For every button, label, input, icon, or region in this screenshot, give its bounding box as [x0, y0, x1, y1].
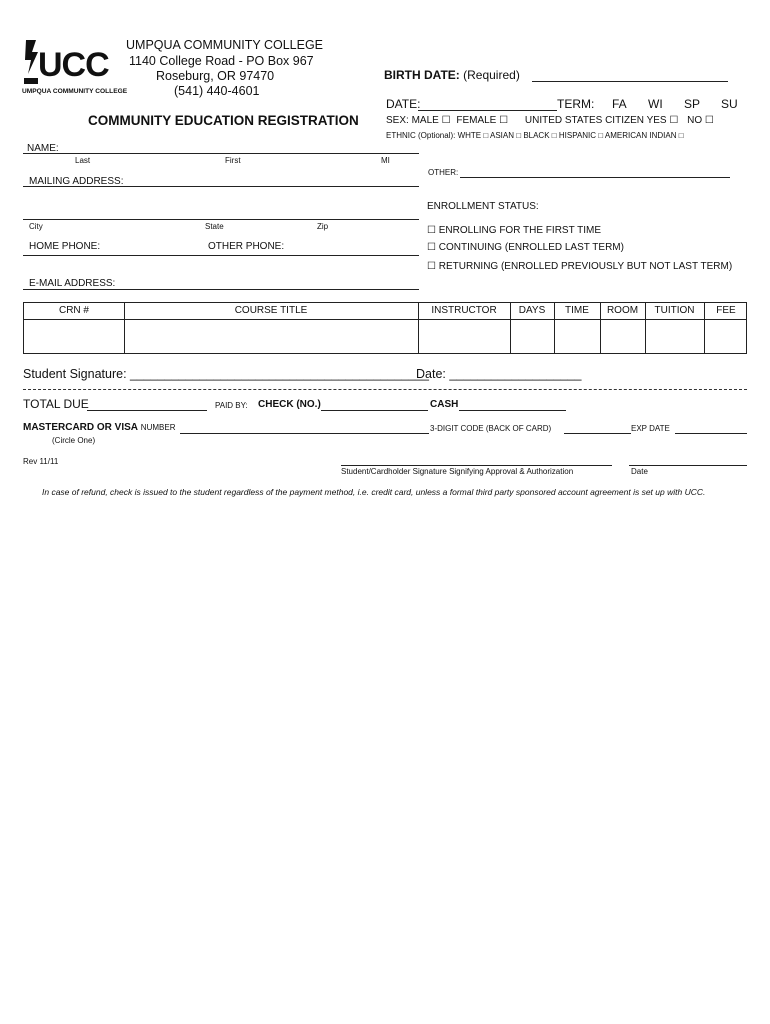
sex-female-checkbox[interactable]: ☐	[499, 115, 509, 126]
phone-field[interactable]	[23, 255, 419, 256]
enrollment-returning-label: RETURNING (ENROLLED PREVIOUSLY BUT NOT LAST TERM)	[438, 261, 733, 272]
college-name: UMPQUA COMMUNITY COLLEGE	[126, 38, 324, 52]
term-label: TERM:	[557, 97, 595, 111]
th-instructor: INSTRUCTOR	[431, 305, 497, 316]
ethnic-american-indian-label: AMERICAN INDIAN	[604, 131, 677, 140]
th-fee: FEE	[716, 305, 736, 316]
cash-field[interactable]	[459, 410, 566, 411]
mailing-address-field-2[interactable]	[23, 219, 419, 220]
signature-date-label[interactable]: Date: ___________________	[416, 367, 582, 381]
cardholder-date-field[interactable]	[629, 465, 747, 466]
name-label: NAME:	[27, 143, 59, 154]
enrollment-continuing-label: CONTINUING (ENROLLED LAST TERM)	[438, 242, 624, 253]
citizen-no-checkbox[interactable]: ☐	[704, 115, 714, 126]
enrollment-returning-checkbox[interactable]: ☐	[427, 261, 436, 272]
enrollment-status-label: ENROLLMENT STATUS:	[427, 201, 539, 212]
ethnic-hispanic-label: HISPANIC	[558, 131, 597, 140]
card-row	[23, 422, 175, 433]
birth-date-label: BIRTH DATE:	[384, 68, 460, 82]
college-address-line1: 1140 College Road - PO Box 967	[129, 54, 314, 68]
citizen-no-label: NO	[687, 115, 703, 126]
circle-one-note: (Circle One)	[52, 436, 96, 445]
card-code-field[interactable]	[564, 433, 631, 434]
revision-label: Rev 11/11	[23, 457, 59, 466]
enrollment-continuing-checkbox[interactable]: ☐	[427, 242, 436, 253]
term-wi[interactable]: WI	[648, 97, 663, 111]
refund-note: In case of refund, check is issued to the student regardless of the payment method, i.e. credit card, unless a formal third party sponsored account agreement is set up with UCC.	[42, 487, 706, 497]
form-title: COMMUNITY EDUCATION REGISTRATION	[88, 113, 359, 128]
cardholder-date-caption: Date	[631, 467, 648, 476]
zip-caption: Zip	[317, 222, 329, 231]
sex-male-label: SEX: MALE	[386, 115, 439, 126]
enrollment-first-label: ENROLLING FOR THE FIRST TIME	[438, 225, 601, 236]
ethnic-black-checkbox[interactable]: □	[551, 131, 557, 140]
cardholder-signature-caption: Student/Cardholder Signature Signifying Approval & Authorization	[341, 467, 574, 476]
birth-date-note: (Required)	[463, 68, 520, 82]
mailing-address-field[interactable]	[23, 186, 419, 187]
birth-date-field[interactable]	[532, 81, 728, 82]
state-caption: State	[205, 222, 224, 231]
exp-date-label: EXP DATE	[631, 424, 670, 433]
college-phone: (541) 440-4601	[174, 84, 260, 98]
enrollment-option-continuing[interactable]	[427, 242, 624, 253]
ethnic-asian-checkbox[interactable]: □	[516, 131, 522, 140]
svg-text:UMPQUA COMMUNITY COLLEGE: UMPQUA COMMUNITY COLLEGE	[22, 88, 128, 95]
ucc-logo-mark	[22, 38, 128, 96]
check-number-field[interactable]	[321, 410, 428, 411]
email-field[interactable]	[23, 289, 419, 290]
ucc-logo	[22, 38, 128, 96]
enrollment-option-returning[interactable]	[427, 261, 732, 272]
date-field[interactable]	[418, 110, 557, 111]
total-due-field[interactable]	[87, 410, 207, 411]
total-due-label: TOTAL DUE	[23, 397, 89, 411]
student-signature-label[interactable]: Student Signature: ___________________________________________	[23, 367, 429, 381]
card-number-field[interactable]	[180, 433, 429, 434]
enrollment-option-first-time[interactable]	[427, 225, 601, 236]
ethnic-black-label: BLACK	[523, 131, 550, 140]
email-label: E-MAIL ADDRESS:	[29, 278, 116, 289]
name-mi-caption: MI	[381, 156, 390, 165]
citizen-yes-label: UNITED STATES CITIZEN YES	[524, 115, 667, 126]
th-days: DAYS	[518, 305, 546, 316]
term-su[interactable]: SU	[721, 97, 738, 111]
course-table	[23, 302, 747, 354]
dashed-separator	[23, 389, 747, 390]
ethnic-white-checkbox[interactable]: □	[483, 131, 489, 140]
paid-by-label: PAID BY:	[215, 401, 248, 410]
card-type-label[interactable]: MASTERCARD OR VISA	[23, 422, 139, 433]
other-phone-label: OTHER PHONE:	[208, 241, 285, 252]
date-label: DATE:	[386, 97, 421, 111]
term-sp[interactable]: SP	[684, 97, 701, 111]
course-table-header-divider	[24, 319, 746, 320]
sex-female-label: FEMALE	[456, 115, 497, 126]
exp-date-field[interactable]	[675, 433, 747, 434]
name-first-caption: First	[225, 156, 241, 165]
th-crn: CRN #	[58, 305, 89, 316]
ethnic-hispanic-checkbox[interactable]: □	[598, 131, 604, 140]
ethnic-american-indian-checkbox[interactable]: □	[678, 131, 684, 140]
birth-date-row	[384, 68, 520, 82]
enrollment-first-checkbox[interactable]: ☐	[427, 225, 436, 236]
sex-row	[386, 115, 714, 126]
term-fa[interactable]: FA	[612, 97, 627, 111]
ethnic-row	[386, 131, 684, 140]
mailing-address-label: MAILING ADDRESS:	[29, 176, 124, 187]
ethnic-asian-label: ASIAN	[489, 131, 514, 140]
name-field[interactable]	[23, 153, 419, 154]
home-phone-label: HOME PHONE:	[29, 241, 101, 252]
check-label: CHECK (NO.)	[258, 399, 321, 410]
th-tuition: TUITION	[654, 305, 695, 316]
sex-male-checkbox[interactable]: ☐	[441, 115, 451, 126]
other-field[interactable]	[460, 177, 730, 178]
ethnic-label: ETHNIC (Optional): WHTE	[386, 131, 482, 140]
name-last-caption: Last	[75, 156, 91, 165]
th-course-title: COURSE TITLE	[234, 305, 308, 316]
city-caption: City	[29, 222, 43, 231]
card-code-label: 3-DIGIT CODE (BACK OF CARD)	[430, 424, 552, 433]
other-label: OTHER:	[428, 168, 459, 177]
th-room: ROOM	[606, 305, 639, 316]
svg-text:UCC: UCC	[38, 46, 109, 84]
college-address-line2: Roseburg, OR 97470	[156, 69, 275, 83]
citizen-yes-checkbox[interactable]: ☐	[669, 115, 679, 126]
cardholder-signature-field[interactable]	[341, 465, 612, 466]
th-time: TIME	[565, 305, 589, 316]
card-number-label: NUMBER	[140, 423, 176, 432]
cash-label: CASH	[430, 399, 459, 410]
